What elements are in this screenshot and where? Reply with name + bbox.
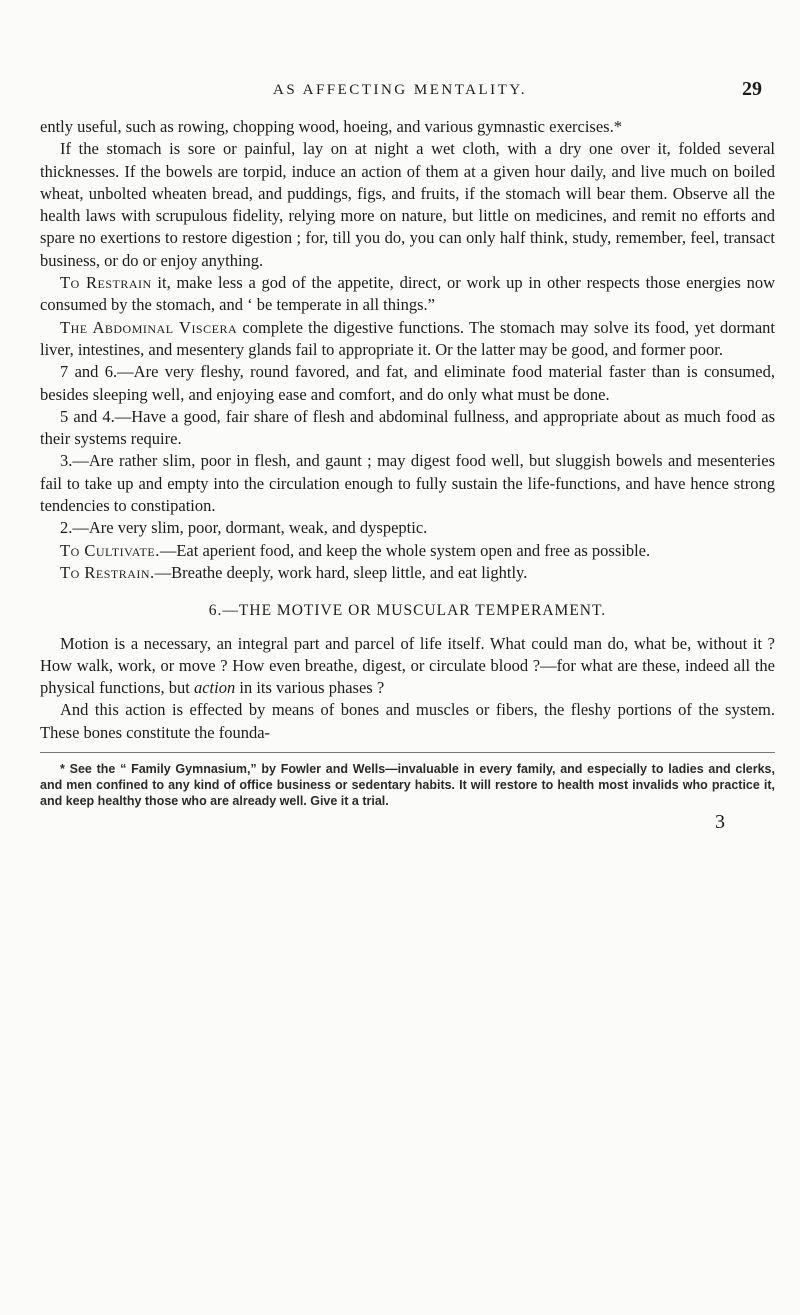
run-in-label: To Restrain bbox=[60, 273, 152, 293]
footnote: * See the “ Family Gymnasium,” by Fowler and Wells—invaluable in every family, and especially to ladies and clerks, and men confined to any kind of office business or sedentary habits. It will restore to health most invalids who practice it, and keep healthy those who are already well. Give it a trial. bbox=[40, 762, 775, 809]
paragraph-to-cultivate bbox=[40, 540, 775, 562]
paragraph-text: complete the digestive functions. The stomach may solve its food, yet dormant liver, intestines, and mesentery glands fail to appropriate it. Or the latter may be good, and former poor. bbox=[40, 317, 775, 359]
paragraph-to-restrain bbox=[40, 562, 775, 584]
paragraph-stomach-care: If the stomach is sore or painful, lay on at night a wet cloth, with a dry one over it, folded several thicknesses. If the bowels are torpid, induce an action of them at a given hour daily, and live much on boiled wheat, unbolted wheaten bread, and puddings, figs, and fruits, if the stomach will bear them. Observe all the health laws with scrupulous fidelity, relying more on nature, but little on medicines, and remit no efforts and spare no exertions to restore digestion ; for, till you do, you can only half think, study, remember, feel, transact business, or do or enjoy anything. bbox=[40, 139, 775, 270]
paragraph-text: it, make less a god of the appetite, direct, or work up in other respects those energies now consumed by the stomach, and ‘ be temperate in all things.” bbox=[40, 273, 775, 315]
paragraph-grade-7-6: 7 and 6.—Are very fleshy, round favored, and fat, and eliminate food material faster than is consumed, besides sleeping well, and enjoying ease and comfort, and do only what must be done. bbox=[40, 362, 775, 404]
run-in-label: The Abdominal Viscera bbox=[60, 317, 238, 337]
paragraph-bones-muscles: And this action is effected by means of bones and muscles or fibers, the fleshy portions of the system. These bones constitute the founda- bbox=[40, 700, 775, 742]
paragraph-motion bbox=[40, 633, 775, 700]
paragraph-grade-5-4: 5 and 4.—Have a good, fair share of flesh and abdominal fullness, and appropriate about as much food as their systems require. bbox=[40, 406, 775, 449]
footnote-divider bbox=[40, 752, 775, 753]
paragraph-text: —Eat aperient food, and keep the whole system open and free as possible. bbox=[159, 540, 651, 560]
emphasis-word: action bbox=[193, 678, 236, 698]
paragraph-continuation: ently useful, such as rowing, chopping wood, hoeing, and various gymnastic exercises.* bbox=[40, 117, 622, 136]
run-in-label: To Cultivate. bbox=[60, 540, 160, 560]
section-heading: 6.—THE MOTIVE OR MUSCULAR TEMPERAMENT. bbox=[208, 602, 607, 620]
paragraph-text-end: in its various phases ? bbox=[235, 678, 385, 698]
signature-mark: 3 bbox=[715, 811, 725, 834]
paragraph-restrain-appetite bbox=[40, 272, 775, 317]
paragraph-abdominal-viscera bbox=[40, 317, 775, 362]
paragraph-text: —Breathe deeply, work hard, sleep little, and eat lightly. bbox=[154, 562, 528, 582]
page-body bbox=[40, 116, 775, 833]
page-number: 29 bbox=[742, 78, 762, 100]
run-in-label: To Restrain. bbox=[60, 562, 155, 582]
paragraph-grade-3: 3.—Are rather slim, poor in flesh, and gaunt ; may digest food well, but sluggish bowels and mesenteries fail to take up and empty into the circulation enough to fully sustain the life-functions, and have hence strong tendencies to constipation. bbox=[40, 451, 775, 516]
running-header: AS AFFECTING MENTALITY. bbox=[273, 82, 527, 98]
paragraph-text: Motion is a necessary, an integral part and parcel of life itself. What could man do, what be, without it ? How walk, work, or move ? How even breathe, digest, or circulate blood ?—for what are these, indeed all the physical functions, but bbox=[40, 633, 775, 698]
paragraph-grade-2: 2.—Are very slim, poor, dormant, weak, and dyspeptic. bbox=[60, 518, 428, 538]
